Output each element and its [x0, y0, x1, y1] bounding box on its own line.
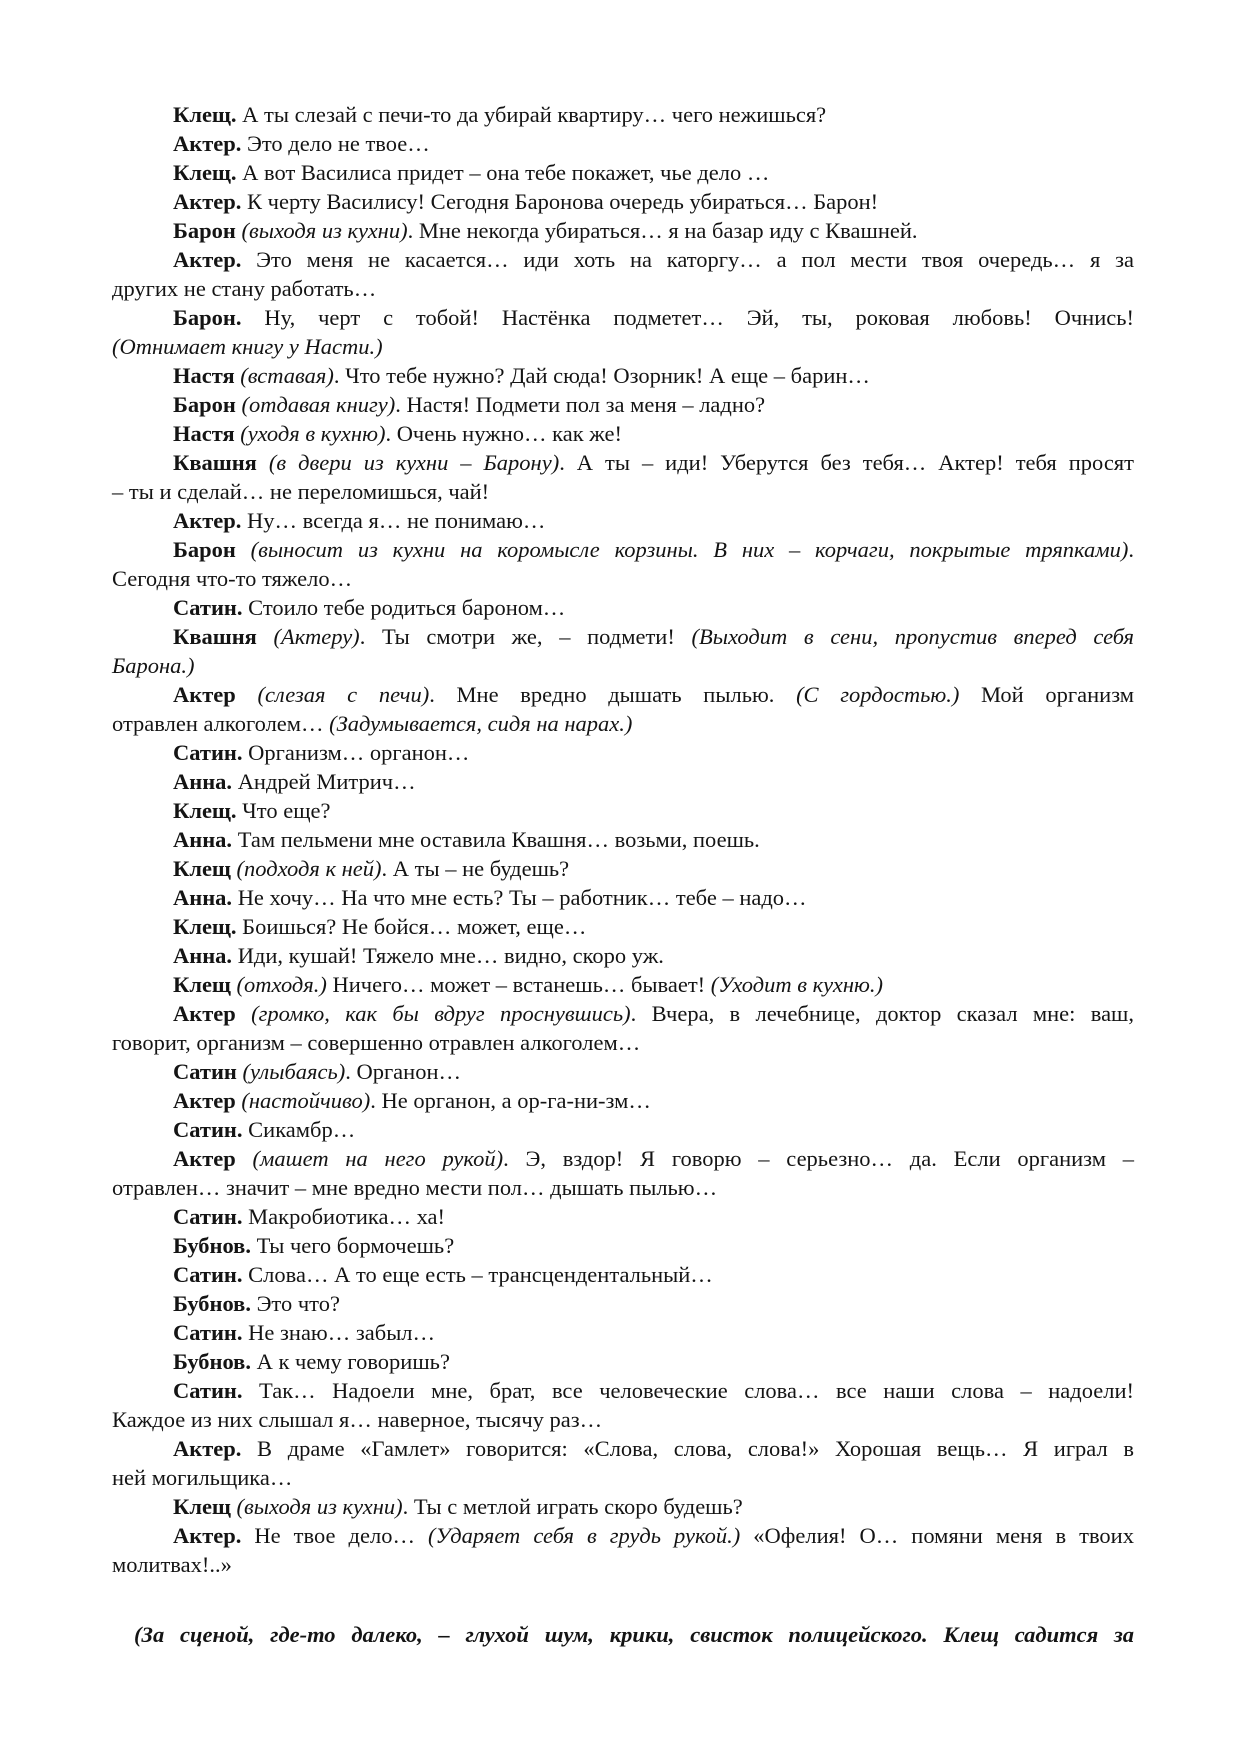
dialogue-text	[236, 1146, 253, 1171]
speaker-name: Настя	[173, 421, 235, 446]
dialogue-text: Стоило тебе родиться бароном…	[242, 595, 566, 620]
dialogue-text: Это что?	[250, 1291, 340, 1316]
script-line	[112, 622, 1134, 651]
dialogue-text: А ты слезай с печи-то да убирай квартиру… чего нежишься?	[236, 102, 827, 127]
dialogue-text: . Ты с метлой играть скоро будешь?	[402, 1494, 743, 1519]
speaker-name: Сатин.	[173, 595, 243, 620]
script-line	[112, 216, 1134, 245]
dialogue-text: . А ты – не будешь?	[381, 856, 570, 881]
script-line	[112, 274, 1134, 303]
stage-direction: (выносит из кухни на коромысле корзины. В них – корчаги, покрытые тряпками)	[250, 537, 1129, 562]
script-line	[112, 361, 1134, 390]
stage-direction: (громко, как бы вдруг проснувшись)	[251, 1001, 631, 1026]
dialogue-text: . А ты – иди! Уберутся без тебя… Актер! тебя просят	[559, 450, 1134, 475]
script-line	[112, 448, 1134, 477]
script-line	[112, 419, 1134, 448]
speaker-name: Актер	[173, 1146, 236, 1171]
stage-direction: (в двери из кухни – Барону)	[268, 450, 560, 475]
script-line	[112, 1347, 1134, 1376]
script-line	[112, 245, 1134, 274]
stage-direction: (отходя.)	[236, 972, 327, 997]
script-line	[112, 1434, 1134, 1463]
speaker-name: Клещ	[173, 856, 231, 881]
stage-direction: (вставая)	[240, 363, 334, 388]
dialogue-text: ней могильщика…	[112, 1465, 293, 1490]
speaker-name: Клещ	[173, 1494, 231, 1519]
play-text	[112, 100, 1134, 1579]
dialogue-text: . Настя! Подмети пол за меня – ладно?	[395, 392, 766, 417]
script-line	[112, 303, 1134, 332]
speaker-name: Квашня	[173, 450, 257, 475]
stage-direction: (Ударяет себя в грудь рукой.)	[427, 1523, 741, 1548]
dialogue-text: Ничего… может – встанешь… бывает!	[326, 972, 711, 997]
script-line	[112, 1550, 1134, 1579]
speaker-name: Барон	[173, 392, 236, 417]
script-line	[112, 390, 1134, 419]
dialogue-text: А к чему говоришь?	[250, 1349, 450, 1374]
script-line	[112, 1202, 1134, 1231]
dialogue-text: Что еще?	[236, 798, 331, 823]
dialogue-text: Там пельмени мне оставила Квашня… возьми, поешь.	[232, 827, 760, 852]
script-line	[112, 1057, 1134, 1086]
speaker-name: Бубнов.	[173, 1233, 251, 1258]
dialogue-text: – ты и сделай… не переломишься, чай!	[112, 479, 490, 504]
script-line	[112, 100, 1134, 129]
dialogue-text: . Вчера, в лечебнице, доктор сказал мне: ваш,	[630, 1001, 1135, 1026]
dialogue-text: Каждое из них слышал я… наверное, тысячу раз…	[112, 1407, 603, 1432]
speaker-name: Анна.	[173, 885, 233, 910]
script-line	[112, 854, 1134, 883]
dialogue-text: отравлен… значит – мне вредно мести пол… дышать пылью…	[112, 1175, 718, 1200]
script-line	[112, 1492, 1134, 1521]
speaker-name: Барон.	[173, 305, 242, 330]
speaker-name: Клещ.	[173, 914, 237, 939]
dialogue-text: . Что тебе нужно? Дай сюда! Озорник! А еще – барин…	[333, 363, 870, 388]
dialogue-text: В драме «Гамлет» говорится: «Слова, слова, слова!» Хорошая вещь… Я играл в	[241, 1436, 1134, 1461]
dialogue-text: Ты чего бормочешь?	[250, 1233, 455, 1258]
speaker-name: Актер.	[173, 131, 242, 156]
script-line	[112, 1173, 1134, 1202]
script-line	[112, 1318, 1134, 1347]
stage-direction: (Выходит в сени, пропустив вперед себя	[691, 624, 1134, 649]
script-line	[112, 941, 1134, 970]
stage-direction: (Задумывается, сидя на нарах.)	[329, 711, 633, 736]
speaker-name: Актер	[173, 1088, 236, 1113]
dialogue-text: «Офелия! О… помяни меня в твоих	[740, 1523, 1134, 1548]
stage-direction: (С гордостью.)	[796, 682, 960, 707]
script-line	[112, 535, 1134, 564]
speaker-name: Анна.	[173, 827, 233, 852]
script-line	[112, 1115, 1134, 1144]
speaker-name: Анна.	[173, 769, 233, 794]
dialogue-text: . Органон…	[345, 1059, 461, 1084]
dialogue-text: А вот Василиса придет – она тебе покажет, чье дело …	[236, 160, 770, 185]
stage-direction: (выходя из кухни)	[236, 1494, 403, 1519]
stage-direction: (Уходит в кухню.)	[710, 972, 883, 997]
speaker-name: Актер	[173, 1001, 236, 1026]
dialogue-text: Не хочу… На что мне есть? Ты – работник… тебе – надо…	[232, 885, 807, 910]
speaker-name: Бубнов.	[173, 1349, 251, 1374]
stage-direction: (подходя к ней)	[236, 856, 382, 881]
dialogue-text: . Очень нужно… как же!	[385, 421, 622, 446]
speaker-name: Бубнов.	[173, 1291, 251, 1316]
script-line	[112, 912, 1134, 941]
speaker-name: Сатин.	[173, 1320, 243, 1345]
script-line	[112, 129, 1134, 158]
script-line	[112, 1289, 1134, 1318]
stage-direction: (слезая с печи)	[257, 682, 430, 707]
dialogue-text: . Не органон, а ор-га-ни-зм…	[370, 1088, 651, 1113]
script-line	[112, 1028, 1134, 1057]
speaker-name: Сатин.	[173, 1262, 243, 1287]
script-line	[112, 1144, 1134, 1173]
script-line	[112, 796, 1134, 825]
stage-direction: (выходя из кухни)	[241, 218, 408, 243]
script-line	[112, 767, 1134, 796]
dialogue-text: . Э, вздор! Я говорю – серьезно… да. Если организм –	[503, 1146, 1135, 1171]
speaker-name: Барон	[173, 218, 236, 243]
speaker-name: Клещ.	[173, 160, 237, 185]
speaker-name: Барон	[173, 537, 236, 562]
speaker-name: Клещ.	[173, 798, 237, 823]
dialogue-text: отравлен алкоголем…	[112, 711, 330, 736]
dialogue-text: Это меня не касается… иди хоть на каторгу… а пол мести твоя очередь… я за	[241, 247, 1134, 272]
dialogue-text: Макробиотика… ха!	[242, 1204, 446, 1229]
script-line	[112, 593, 1134, 622]
speaker-name: Актер	[173, 682, 236, 707]
script-line	[112, 999, 1134, 1028]
speaker-name: Актер.	[173, 1436, 242, 1461]
dialogue-text: Мой организм	[959, 682, 1135, 707]
script-line	[112, 477, 1134, 506]
stage-direction: (Отнимает книгу у Насти.)	[112, 334, 383, 359]
script-line	[112, 506, 1134, 535]
script-line	[112, 1521, 1134, 1550]
speaker-name: Актер.	[173, 247, 242, 272]
dialogue-text: К черту Василису! Сегодня Баронова очередь убираться… Барон!	[241, 189, 879, 214]
speaker-name: Сатин.	[173, 1378, 243, 1403]
speaker-name: Актер.	[173, 508, 242, 533]
dialogue-text: Ну, черт с тобой! Настёнка подметет… Эй, ты, роковая любовь! Очнись!	[241, 305, 1134, 330]
dialogue-text: молитвах!..»	[112, 1552, 232, 1577]
script-line	[112, 187, 1134, 216]
stage-direction-closing: (За сценой, где-то далеко, – глухой шум, крики, свисток полицейского. Клещ садится за	[134, 1622, 1134, 1647]
dialogue-text: . Ты смотри же, – подмети!	[359, 624, 692, 649]
dialogue-text: Сикамбр…	[242, 1117, 356, 1142]
dialogue-text: Не знаю… забыл…	[242, 1320, 436, 1345]
stage-direction: (отдавая книгу)	[241, 392, 396, 417]
dialogue-text	[236, 682, 258, 707]
speaker-name: Анна.	[173, 943, 233, 968]
dialogue-text: .	[1128, 537, 1134, 562]
speaker-name: Сатин.	[173, 1117, 243, 1142]
dialogue-text: Ну… всегда я… не понимаю…	[241, 508, 546, 533]
dialogue-text: говорит, организм – совершенно отравлен алкоголем…	[112, 1030, 641, 1055]
speaker-name: Настя	[173, 363, 235, 388]
script-line	[112, 158, 1134, 187]
dialogue-text	[257, 624, 274, 649]
script-line	[112, 564, 1134, 593]
script-line	[112, 1231, 1134, 1260]
speaker-name: Клещ.	[173, 102, 237, 127]
script-line	[112, 1376, 1134, 1405]
stage-direction: (машет на него рукой)	[252, 1146, 504, 1171]
speaker-name: Сатин.	[173, 740, 243, 765]
script-line	[112, 680, 1134, 709]
speaker-name: Актер.	[173, 1523, 242, 1548]
dialogue-text: Сегодня что-то тяжело…	[112, 566, 353, 591]
dialogue-text: других не стану работать…	[112, 276, 377, 301]
script-line	[112, 1463, 1134, 1492]
dialogue-text: Иди, кушай! Тяжело мне… видно, скоро уж.	[232, 943, 664, 968]
script-line	[112, 332, 1134, 361]
stage-direction: (улыбаясь)	[242, 1059, 346, 1084]
dialogue-text	[236, 1001, 251, 1026]
script-line	[112, 1086, 1134, 1115]
dialogue-text: Слова… А то еще есть – трансцендентальный…	[242, 1262, 713, 1287]
script-line	[112, 738, 1134, 767]
script-line	[112, 709, 1134, 738]
speaker-name: Актер.	[173, 189, 242, 214]
dialogue-text	[236, 537, 251, 562]
stage-direction: Барона.)	[112, 653, 195, 678]
dialogue-text: Боишься? Не бойся… может, еще…	[236, 914, 587, 939]
dialogue-text: Организм… органон…	[242, 740, 470, 765]
dialogue-text	[257, 450, 269, 475]
speaker-name: Сатин.	[173, 1204, 243, 1229]
script-line	[112, 883, 1134, 912]
dialogue-text: Андрей Митрич…	[232, 769, 416, 794]
script-line	[112, 1260, 1134, 1289]
dialogue-text: Так… Надоели мне, брат, все человеческие слова… все наши слова – надоели!	[242, 1378, 1134, 1403]
dialogue-text: Это дело не твое…	[241, 131, 430, 156]
speaker-name: Клещ	[173, 972, 231, 997]
stage-direction: (Актеру)	[273, 624, 360, 649]
script-line	[112, 651, 1134, 680]
dialogue-text: . Мне вредно дышать пылью.	[429, 682, 797, 707]
script-line	[112, 970, 1134, 999]
dialogue-text: . Мне некогда убираться… я на базар иду с Квашней.	[407, 218, 918, 243]
script-line	[112, 825, 1134, 854]
stage-direction: (уходя в кухню)	[240, 421, 386, 446]
speaker-name: Сатин	[173, 1059, 237, 1084]
script-line	[112, 1405, 1134, 1434]
speaker-name: Квашня	[173, 624, 257, 649]
dialogue-text: Не твое дело…	[241, 1523, 428, 1548]
stage-direction: (настойчиво)	[241, 1088, 371, 1113]
